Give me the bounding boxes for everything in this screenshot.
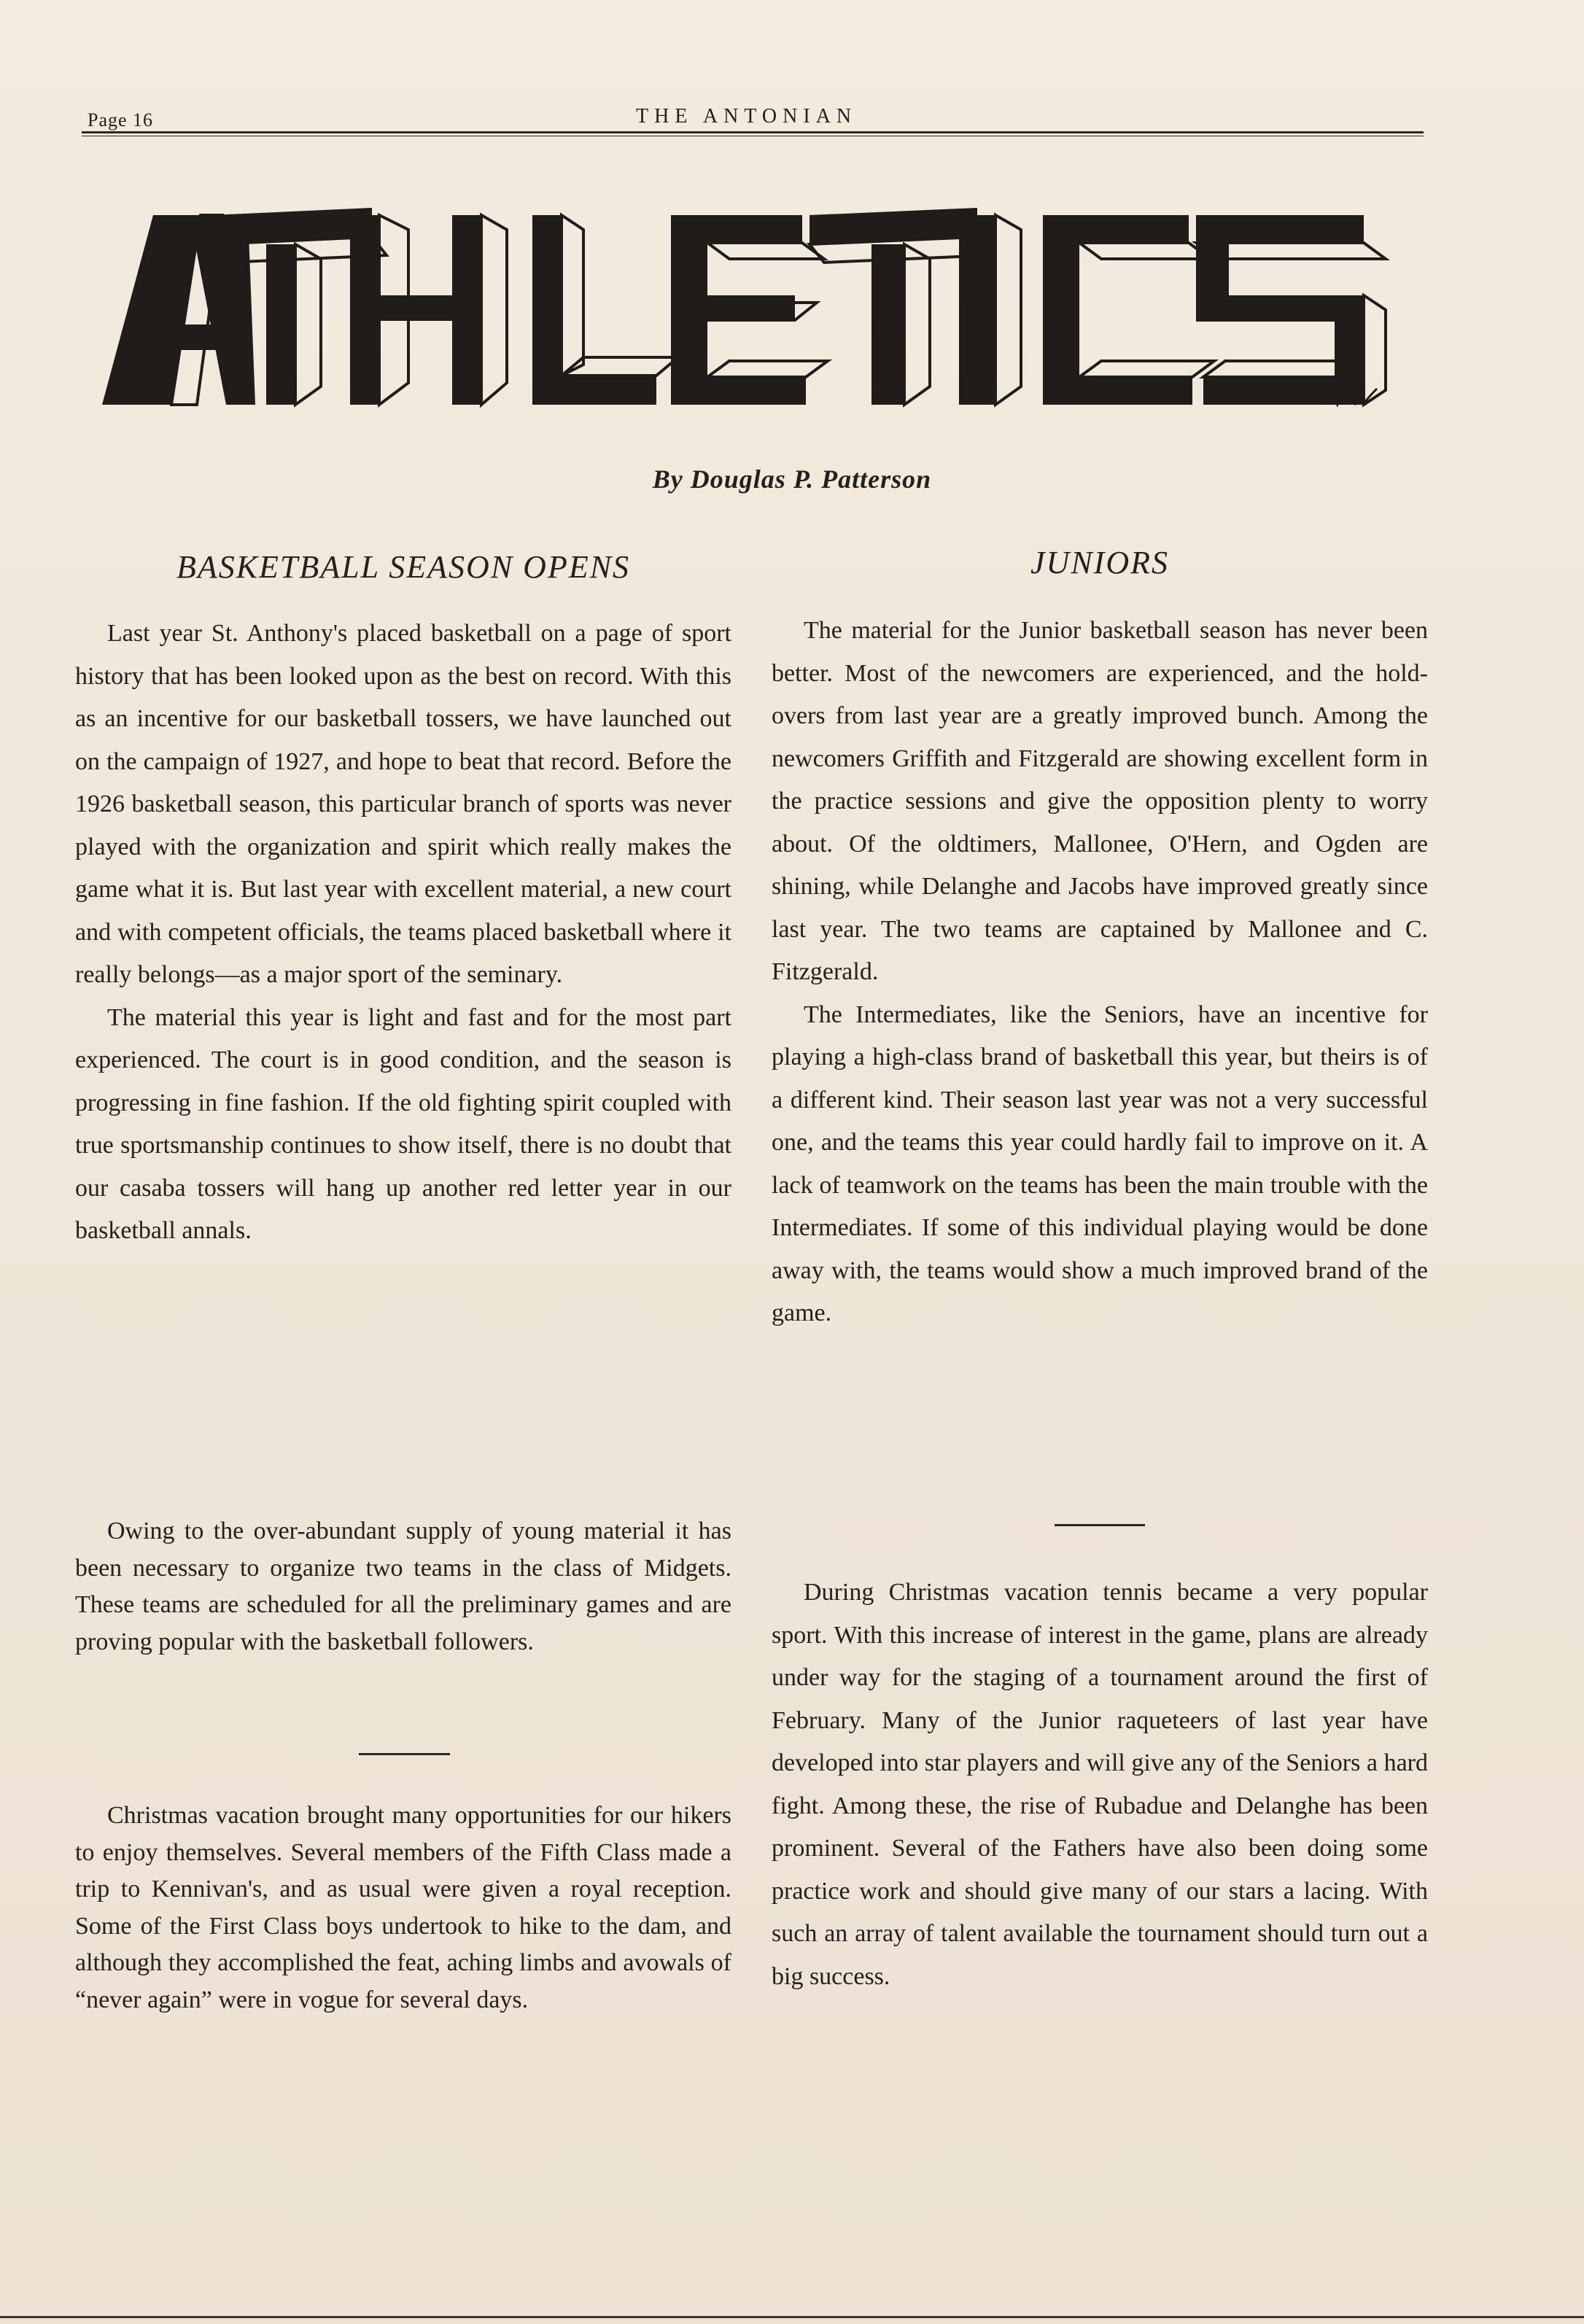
letter-i-art [959, 215, 1021, 405]
athletics-title-art [102, 186, 1408, 430]
page-bottom-edge [0, 2316, 1584, 2318]
letter-s-art [1196, 215, 1386, 405]
right-divider [1055, 1524, 1145, 1526]
right-column-article [772, 610, 1428, 1335]
heading-basketball-season-opens: BASKETBALL SEASON OPENS [176, 549, 631, 585]
publication-name: THE ANTONIAN [636, 105, 858, 128]
left-paragraph-4: Christmas vacation brought many opportunities for our hikers to enjoy themselves. Several members of the Fifth Class made a trip to Kennivan's, and as usual were given a royal reception. Some of the First Class boys undertook to hike to the dam, and although they accomplished the feat, aching limbs and avowals of “never again” were in vogue for several days. [75, 1802, 731, 2013]
header-rule [82, 131, 1424, 133]
letter-h-art [350, 215, 507, 405]
letter-c-art [1043, 215, 1214, 405]
left-paragraph-3: Owing to the over-abundant supply of young material it has been necessary to organize two teams in the class of Midgets. These teams are scheduled for all the preliminary games and are proving popular with the basketball followers. [75, 1517, 731, 1655]
heading-juniors: JUNIORS [1030, 545, 1169, 580]
right-column-tennis [772, 1571, 1428, 1998]
letter-l-art [532, 215, 678, 405]
right-paragraph-1: The material for the Junior basketball season has never been better. Most of the newcomers are experienced, and the hold-overs from last year are a greatly improved bunch. Among the newcomers Griffith and Fitzgerald are showing excellent form in the practice sessions and give the opposition plenty to worry about. Of the oldtimers, Mallonee, O'Hern, and Ogden are shining, while Delanghe and Jacobs have improved greatly since last year. The two teams are captained by Mallonee and C. Fitzgerald. [772, 617, 1428, 985]
left-divider [359, 1753, 450, 1755]
right-paragraph-3: During Christmas vacation tennis became a very popular sport. With this increase of interest in the game, plans are already under way for the staging of a tournament around the first of February. Many of the Junior raqueteers of last year have developed into star players and will give any of the Seniors a hard fight. Among these, the rise of Rubadue and Delanghe has been prominent. Several of the Fathers have also been doing some practice work and should give many of our stars a lacing. With such an array of talent available the tournament should turn out a big success. [772, 1579, 1428, 1990]
left-column-article [75, 613, 731, 1253]
left-column-hikers [75, 1798, 731, 2018]
left-paragraph-2: The material this year is light and fast and for the most part experienced. The court is in good condition, and the season is progressing in fine fashion. If the old fighting spirit coupled with true sportsmanship continues to show itself, there is no doubt that our casaba tossers will hang up another red letter year in our basketball annals. [75, 1003, 731, 1244]
left-paragraph-1: Last year St. Anthony's placed basketball on a page of sport history that has been looked upon as the best on record. With this as an incentive for our basketball tossers, we have launched out on the campaign of 1927, and hope to beat that record. Before the 1926 basketball season, this particular branch of sports was never played with the organization and spirit which really makes the game what it is. But last year with excellent material, a new court and with competent officials, the teams placed basketball where it really belongs—as a major sport of the seminary. [75, 620, 731, 988]
page-header [82, 101, 1424, 137]
page-number: Page 16 [88, 109, 154, 131]
right-paragraph-2: The Intermediates, like the Seniors, have an incentive for playing a high-class brand of basketball this year, but theirs is of a different kind. Their season last year was not a very successful one, and the teams this year could hardly fail to improve on it. A lack of teamwork on the teams has been the main trouble with the Intermediates. If some of this individual playing would be done away with, the teams would show a much improved brand of the game. [772, 1000, 1428, 1326]
byline: By Douglas P. Patterson [652, 465, 932, 494]
left-column-midgets [75, 1513, 731, 1660]
letter-e-art [671, 215, 828, 405]
athletics-lettering-graphic [102, 186, 1408, 430]
